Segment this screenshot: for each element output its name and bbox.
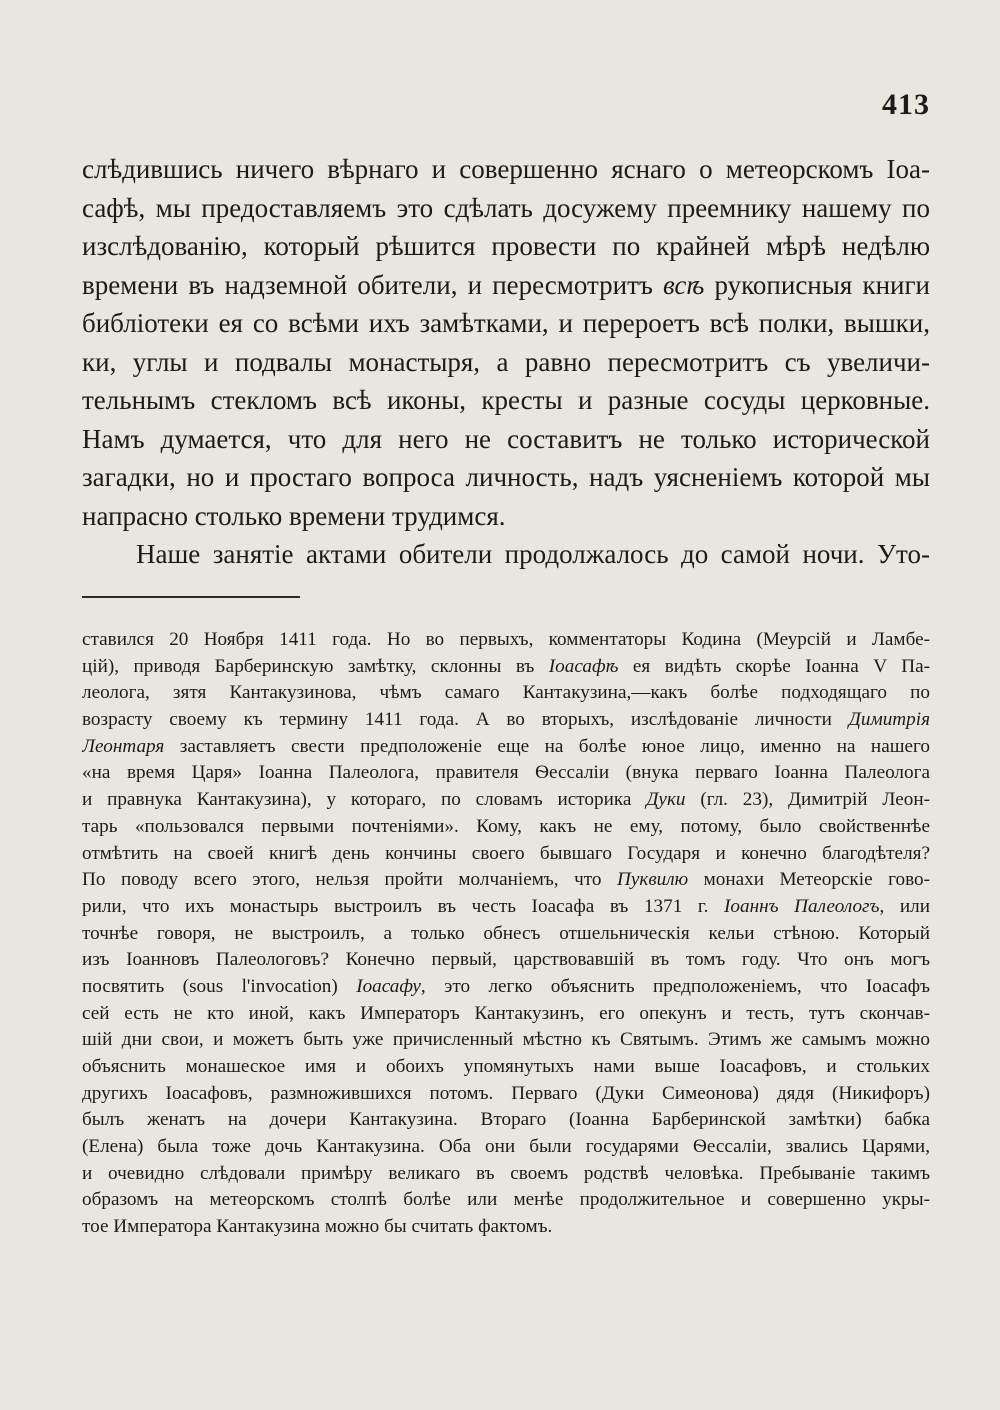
text-segment: , это легко объяснить предположеніемъ, что Іоасафъ (420, 975, 930, 997)
text-segment: точнѣе говоря, не выстроилъ, а только обнесъ отшельническія кельи стѣною. Который (82, 922, 930, 944)
footnote-line (82, 974, 930, 1001)
text-segment: посвятить (sous l'invocation) (82, 975, 357, 997)
text-segment: ставился 20 Ноября 1411 года. Но во первыхъ, комментаторы Кодина (Меурсій и Ламбе- (82, 629, 930, 650)
text-segment: слѣдившись ничего вѣрнаго и совершенно яснаго о метеорскомъ Іоа- (82, 154, 930, 184)
text-segment: шій дни свои, и можетъ быть уже причисленный мѣстно къ Святымъ. Этимъ же самымъ можно (82, 1029, 930, 1051)
text-segment: «на время Царя» Іоанна Палеолога, правителя Ѳессаліи (внука перваго Іоанна Палеолога (82, 762, 930, 784)
footnote-line (82, 1161, 930, 1188)
text-segment: и правнука Кантакузина), у котораго, по словамъ историка (82, 789, 647, 811)
text-segment: другихъ Іоасафовъ, размножившихся потомъ. Перваго (Дуки Симеонова) дядя (Никифоръ) (82, 1082, 930, 1104)
text-line (82, 343, 930, 382)
text-line (82, 420, 930, 459)
footnote-line (82, 680, 930, 707)
footnote-line (82, 707, 930, 734)
text-segment: По поводу всего этого, нельзя пройти молчаніемъ, что (82, 869, 617, 891)
text-line (82, 189, 930, 228)
text-segment: и очевидно слѣдовали примѣру великаго въ своемъ родствѣ человѣка. Пребываніе такимъ (82, 1162, 930, 1184)
text-segment: Наше занятіе актами обители продолжалось до самой ночи. Уто- (136, 539, 930, 569)
text-line (82, 227, 930, 266)
text-segment: тарь «пользовался первыми почтеніями». Кому, какъ не ему, потому, было свойственнѣе (82, 815, 930, 837)
text-segment: тое Императора Кантакузина можно бы считать фактомъ. (82, 1216, 553, 1238)
footnote-line (82, 894, 930, 921)
footnote-line (82, 1214, 930, 1241)
italic-text: Іоасафѣ (548, 655, 619, 677)
text-segment: изъ Іоанновъ Палеологовъ? Конечно первый, царствовавшій въ томъ году. Что онъ могъ (82, 949, 930, 971)
footnote-line (82, 787, 930, 814)
text-segment: библіотеки ея со всѣми ихъ замѣтками, и перероетъ всѣ полки, вышки, (82, 308, 930, 338)
text-line (82, 150, 930, 189)
footnote-line (82, 654, 930, 681)
text-line (82, 381, 930, 420)
text-line (82, 497, 930, 536)
footnote-line (82, 760, 930, 787)
text-segment: сей есть не кто иной, какъ Императоръ Кантакузинъ, его опекунъ и тесть, тутъ скончав- (82, 1002, 930, 1024)
text-segment: тельнымъ стекломъ всѣ иконы, кресты и разные сосуды церковные. (82, 385, 930, 415)
text-segment: Намъ думается, что для него не составитъ не только исторической (82, 423, 930, 454)
page-number: 413 (882, 88, 930, 121)
text-segment: рили, что ихъ монастырь выстроилъ въ честь Іоасафа въ 1371 г. (82, 895, 725, 917)
text-segment: изслѣдованію, который рѣшится провести по крайней мѣрѣ недѣлю (82, 231, 930, 261)
text-segment: , или (879, 895, 930, 917)
footnote (82, 627, 930, 1241)
text-segment: заставляетъ свести предположеніе еще на болѣе юное лицо, именно на нашего (164, 735, 930, 757)
footnote-separator (82, 596, 300, 598)
italic-text: Іоаннъ Палеологъ (724, 895, 880, 917)
italic-text: Димитрія (848, 709, 930, 731)
text-segment: былъ женатъ на дочери Кантакузина. Втораго (Іоанна Барберинской замѣтки) бабка (82, 1109, 930, 1131)
footnote-line (82, 921, 930, 948)
text-segment: цій), приводя Барберинскую замѣтку, склонны въ (82, 655, 549, 677)
text-segment: загадки, но и простаго вопроса личность, надъ уясненіемъ которой мы (82, 462, 930, 492)
text-segment: объяснить монашеское имя и обоихъ упомянутыхъ нами выше Іоасафовъ, и стольких (82, 1056, 930, 1077)
text-segment: (Елена) была тоже дочь Кантакузина. Оба они были государями Ѳессаліи, звались Царями, (82, 1136, 930, 1158)
main-text (82, 150, 930, 574)
footnote-line (82, 627, 930, 654)
italic-text: Дуки (646, 789, 686, 811)
footnote-line (82, 841, 930, 868)
footnote-line (82, 1001, 930, 1028)
text-segment: ки, углы и подвалы монастыря, а равно пересмотритъ съ увеличи- (82, 346, 930, 377)
footnote-line (82, 867, 930, 894)
footnote-line (82, 947, 930, 974)
text-line (82, 304, 930, 343)
text-segment: сафѣ, мы предоставляемъ это сдѣлать досужему преемнику нашему по (82, 192, 930, 223)
footnote-line (82, 1187, 930, 1214)
text-segment: отмѣтить на своей книгѣ день кончины своего бывшаго Государя и конечно благодѣтеля? (82, 842, 930, 864)
text-segment: леолога, зятя Кантакузинова, чѣмъ самаго Кантакузина,—какъ болѣе подходящаго по (82, 682, 930, 704)
text-segment: (гл. 23), Димитрій Леон- (685, 789, 930, 811)
italic-text: Леонтаря (82, 735, 165, 757)
text-line (82, 266, 930, 305)
text-line (82, 535, 930, 574)
text-segment: напрасно столько времени трудимся. (82, 500, 506, 531)
footnote-line (82, 1081, 930, 1108)
text-segment: ея видѣть скорѣе Іоанна V Па- (618, 655, 930, 677)
text-line (82, 458, 930, 497)
footnote-line (82, 814, 930, 841)
footnote-line (82, 1134, 930, 1161)
footnote-line (82, 1107, 930, 1134)
text-segment: возрасту своему къ термину 1411 года. А во вторыхъ, изслѣдованіе личности (82, 709, 849, 731)
footnote-line (82, 1027, 930, 1054)
text-segment: монахи Метеорскіе гово- (688, 869, 930, 891)
footnote-line (82, 734, 930, 761)
text-segment: образомъ на метеорскомъ столпѣ болѣе или менѣе продолжительное и совершенно укры- (82, 1189, 930, 1211)
italic-text: Іоасафу (356, 975, 421, 997)
italic-text: всѣ (663, 269, 705, 300)
text-segment: времени въ надземной обители, и пересмотритъ (82, 269, 664, 300)
footnote-line (82, 1054, 930, 1081)
text-segment: рукописныя книги (704, 269, 930, 300)
italic-text: Пуквилю (616, 869, 689, 891)
